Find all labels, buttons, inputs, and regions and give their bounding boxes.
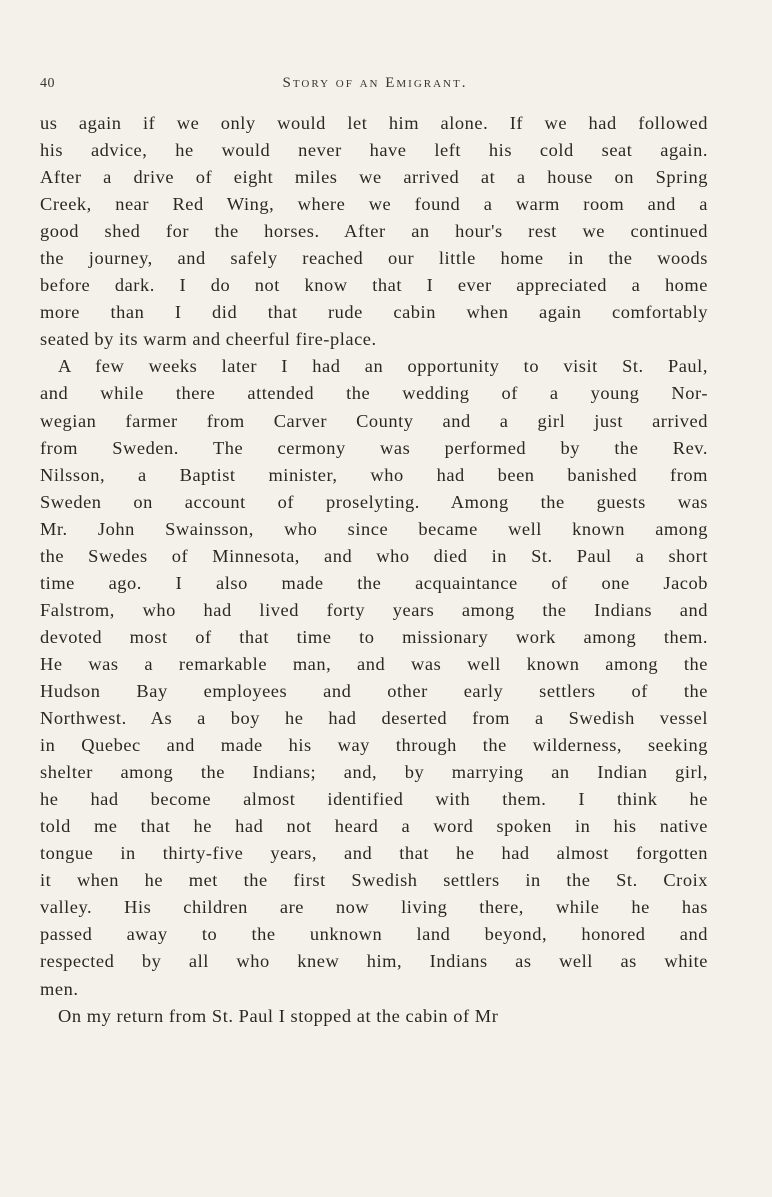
text-line: wegian farmer from Carver County and a girl just arrived — [40, 410, 708, 431]
text-line: Falstrom, who had lived forty years among the Indians and — [40, 599, 708, 620]
text-line: from Sweden. The cermony was performed by the Rev. — [40, 437, 708, 458]
text-line: He was a remarkable man, and was well known among the — [40, 653, 708, 674]
text-line: it when he met the first Swedish settlers in the St. Croix — [40, 870, 708, 891]
text-line: Northwest. As a boy he had deserted from a Swedish vessel — [40, 708, 708, 729]
text-line: us again if we only would let him alone. If we had followed — [40, 113, 708, 133]
text-line: A few weeks later I had an opportunity to visit St. Paul, — [58, 356, 708, 377]
text-line: passed away to the unknown land beyond, honored and — [40, 924, 708, 945]
text-line: After a drive of eight miles we arrived at a house on Spring — [40, 167, 708, 188]
text-line: Hudson Bay employees and other early settlers of the — [40, 680, 708, 701]
text-line: and while there attended the wedding of a young Nor- — [40, 383, 708, 404]
text-line: told me that he had not heard a word spoken in his native — [40, 816, 708, 837]
text-line: Nilsson, a Baptist minister, who had been banished from — [40, 464, 708, 485]
text-line: time ago. I also made the acquaintance of one Jacob — [40, 572, 708, 593]
text-line: seated by its warm and cheerful fire-place. — [40, 329, 377, 350]
text-line: Sweden on account of proselyting. Among the guests was — [40, 491, 708, 512]
text-line: devoted most of that time to missionary work among them. — [40, 626, 708, 647]
page-number: 40 — [40, 76, 55, 91]
text-line: the Swedes of Minnesota, and who died in St. Paul a short — [40, 545, 708, 566]
text-line: respected by all who knew him, Indians as well as white — [40, 951, 708, 972]
text-line: Creek, near Red Wing, where we found a warm room and a — [40, 194, 708, 215]
text-line: tongue in thirty-five years, and that he had almost forgotten — [40, 843, 708, 864]
page-header — [40, 62, 710, 92]
text-line: the journey, and safely reached our little home in the woods — [40, 248, 708, 269]
text-line: men. — [40, 978, 79, 999]
text-line: he had become almost identified with them. I think he — [40, 789, 708, 810]
text-line: before dark. I do not know that I ever appreciated a home — [40, 275, 708, 296]
text-line: good shed for the horses. After an hour's rest we continued — [40, 221, 708, 242]
text-line: shelter among the Indians; and, by marrying an Indian girl, — [40, 762, 708, 783]
text-line: his advice, he would never have left his cold seat again. — [40, 140, 708, 161]
text-line: On my return from St. Paul I stopped at the cabin of Mr — [58, 1005, 499, 1026]
text-line: Mr. John Swainsson, who since became well known among — [40, 518, 708, 539]
text-line: valley. His children are now living there, while he has — [40, 897, 708, 918]
text-line: in Quebec and made his way through the wilderness, seeking — [40, 735, 708, 756]
text-line: more than I did that rude cabin when again comfortably — [40, 302, 708, 323]
body-text — [40, 110, 708, 1030]
running-head: Story of an Emigrant. — [282, 75, 468, 91]
